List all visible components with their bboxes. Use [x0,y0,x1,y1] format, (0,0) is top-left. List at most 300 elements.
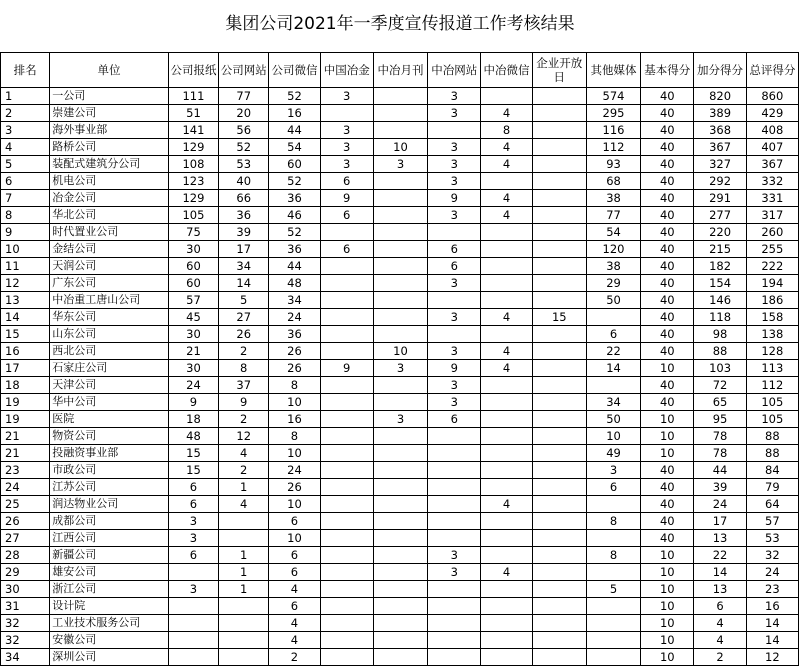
score-cell [532,190,586,207]
score-cell: 15 [532,309,586,326]
score-cell [219,598,269,615]
score-cell: 15 [168,462,218,479]
score-cell: 39 [219,224,269,241]
score-cell: 4 [269,632,320,649]
unit-cell: 工业技术服务公司 [50,615,169,632]
score-cell: 10 [586,428,640,445]
column-header: 公司微信 [269,53,320,88]
score-cell [481,445,532,462]
score-cell [320,309,373,326]
score-cell [320,496,373,513]
score-cell: 6 [320,241,373,258]
table-row [1,649,799,666]
unit-cell: 西北公司 [50,343,169,360]
score-cell: 3 [586,462,640,479]
score-cell [373,445,427,462]
score-cell: 38 [586,190,640,207]
score-cell: 820 [694,88,746,105]
score-cell [428,479,481,496]
score-cell [373,88,427,105]
score-cell: 129 [168,139,218,156]
score-cell [481,258,532,275]
table-row [1,105,799,122]
score-cell: 26 [219,326,269,343]
score-cell: 8 [481,122,532,139]
score-cell [481,462,532,479]
score-cell: 40 [219,173,269,190]
score-cell [168,598,218,615]
score-cell: 129 [168,190,218,207]
score-cell: 3 [373,360,427,377]
score-cell: 40 [641,258,694,275]
score-cell: 26 [269,479,320,496]
score-cell [532,598,586,615]
score-cell: 50 [586,292,640,309]
score-cell: 30 [168,360,218,377]
score-cell: 327 [694,156,746,173]
score-cell: 40 [641,224,694,241]
table-row [1,156,799,173]
score-cell: 52 [269,88,320,105]
rank-cell: 2 [1,105,50,122]
score-cell [320,632,373,649]
column-header: 单位 [50,53,169,88]
score-cell: 2 [219,343,269,360]
score-cell [481,411,532,428]
table-row [1,122,799,139]
score-cell: 4 [694,632,746,649]
unit-cell: 浙江公司 [50,581,169,598]
table-row [1,224,799,241]
score-cell: 4 [481,105,532,122]
table-row [1,479,799,496]
score-cell: 53 [746,530,798,547]
score-cell [532,122,586,139]
score-cell: 98 [694,326,746,343]
table-row [1,88,799,105]
table-row [1,292,799,309]
unit-cell: 安徽公司 [50,632,169,649]
rank-cell: 32 [1,615,50,632]
score-cell: 64 [746,496,798,513]
rank-cell: 34 [1,649,50,666]
score-cell [168,632,218,649]
score-cell [481,530,532,547]
score-cell: 77 [586,207,640,224]
score-cell [532,326,586,343]
unit-cell: 成都公司 [50,513,169,530]
score-cell: 3 [428,139,481,156]
table-row [1,326,799,343]
score-cell [586,564,640,581]
table-row [1,581,799,598]
score-cell [373,462,427,479]
score-cell: 3 [428,343,481,360]
score-cell [481,428,532,445]
score-cell: 56 [219,122,269,139]
unit-cell: 石家庄公司 [50,360,169,377]
table-row [1,513,799,530]
score-cell [532,139,586,156]
score-cell [481,513,532,530]
table-row [1,190,799,207]
table-row [1,207,799,224]
score-cell: 60 [168,275,218,292]
score-cell: 8 [586,547,640,564]
score-cell [320,258,373,275]
rank-cell: 17 [1,360,50,377]
score-cell: 36 [269,190,320,207]
score-cell [168,649,218,666]
score-cell: 72 [694,377,746,394]
score-cell [532,649,586,666]
score-cell [320,581,373,598]
score-cell: 79 [746,479,798,496]
score-cell: 186 [746,292,798,309]
score-cell: 46 [269,207,320,224]
score-cell: 291 [694,190,746,207]
score-cell: 6 [320,207,373,224]
score-cell: 3 [320,122,373,139]
score-cell [481,632,532,649]
score-cell: 6 [168,547,218,564]
score-cell: 4 [219,445,269,462]
score-cell [373,428,427,445]
score-cell: 40 [641,309,694,326]
score-cell: 8 [219,360,269,377]
score-cell [481,173,532,190]
score-cell: 30 [168,241,218,258]
score-cell: 93 [586,156,640,173]
score-cell: 14 [746,632,798,649]
score-cell [320,224,373,241]
unit-cell: 金结公司 [50,241,169,258]
score-cell: 4 [269,581,320,598]
score-cell: 45 [168,309,218,326]
score-cell [320,292,373,309]
score-cell: 105 [746,411,798,428]
table-row [1,615,799,632]
score-cell [428,632,481,649]
score-cell [481,377,532,394]
score-cell [428,224,481,241]
score-cell [428,649,481,666]
score-cell: 407 [746,139,798,156]
score-cell: 12 [746,649,798,666]
score-cell: 10 [373,343,427,360]
score-cell [373,632,427,649]
rank-cell: 21 [1,428,50,445]
score-cell: 292 [694,173,746,190]
score-cell: 60 [269,156,320,173]
score-cell: 6 [694,598,746,615]
score-cell [373,598,427,615]
score-cell: 138 [746,326,798,343]
score-cell [320,105,373,122]
score-cell: 16 [746,598,798,615]
score-cell: 9 [428,360,481,377]
score-cell: 113 [746,360,798,377]
score-cell: 51 [168,105,218,122]
rank-cell: 27 [1,530,50,547]
score-cell [320,615,373,632]
score-cell: 277 [694,207,746,224]
score-cell [373,122,427,139]
score-cell [428,122,481,139]
score-cell: 95 [694,411,746,428]
table-row [1,564,799,581]
score-cell: 78 [694,428,746,445]
rank-cell: 19 [1,411,50,428]
unit-cell: 雄安公司 [50,564,169,581]
score-cell: 18 [168,411,218,428]
score-cell: 3 [168,513,218,530]
score-cell: 13 [694,581,746,598]
score-cell [373,649,427,666]
score-cell: 255 [746,241,798,258]
score-cell: 26 [269,360,320,377]
score-cell: 3 [428,377,481,394]
table-row [1,445,799,462]
score-cell: 6 [269,564,320,581]
score-cell: 4 [481,190,532,207]
score-cell: 21 [168,343,218,360]
score-cell: 17 [219,241,269,258]
score-cell [320,547,373,564]
score-cell: 22 [694,547,746,564]
score-cell [373,394,427,411]
rank-cell: 9 [1,224,50,241]
score-cell: 40 [641,292,694,309]
unit-cell: 江苏公司 [50,479,169,496]
rank-cell: 3 [1,122,50,139]
score-cell: 9 [168,394,218,411]
score-cell [586,309,640,326]
score-cell: 36 [219,207,269,224]
score-cell [532,173,586,190]
score-cell: 105 [746,394,798,411]
score-cell: 10 [641,632,694,649]
score-cell: 24 [269,309,320,326]
score-cell: 10 [269,496,320,513]
score-cell [320,598,373,615]
score-cell: 368 [694,122,746,139]
header-row [1,53,799,88]
score-cell: 40 [641,496,694,513]
unit-cell: 中冶重工唐山公司 [50,292,169,309]
score-cell [320,445,373,462]
score-cell: 10 [641,598,694,615]
score-cell: 30 [168,326,218,343]
score-cell: 3 [320,156,373,173]
score-cell: 14 [586,360,640,377]
score-cell: 3 [320,88,373,105]
score-cell [481,394,532,411]
score-cell [428,581,481,598]
score-cell: 40 [641,343,694,360]
rank-cell: 14 [1,309,50,326]
score-cell: 6 [586,326,640,343]
score-cell: 3 [428,207,481,224]
column-header: 基本得分 [641,53,694,88]
score-cell: 112 [746,377,798,394]
unit-cell: 物资公司 [50,428,169,445]
score-cell: 10 [641,615,694,632]
score-cell [428,326,481,343]
score-cell: 2 [694,649,746,666]
score-cell: 3 [428,275,481,292]
score-cell: 54 [269,139,320,156]
score-cell [481,224,532,241]
score-cell [481,581,532,598]
score-cell [532,275,586,292]
score-cell: 32 [746,547,798,564]
score-cell [219,649,269,666]
score-cell: 14 [746,615,798,632]
table-row [1,632,799,649]
score-cell: 12 [219,428,269,445]
score-cell: 40 [641,156,694,173]
score-cell: 4 [269,615,320,632]
rank-cell: 21 [1,445,50,462]
score-cell [532,377,586,394]
score-cell [168,564,218,581]
score-cell: 36 [269,241,320,258]
score-cell [373,547,427,564]
score-cell [532,241,586,258]
score-cell: 10 [641,581,694,598]
column-header: 排名 [1,53,50,88]
column-header: 中冶微信 [481,53,532,88]
score-cell [532,547,586,564]
score-cell: 3 [168,530,218,547]
score-cell [481,615,532,632]
score-cell: 1 [219,479,269,496]
score-cell: 317 [746,207,798,224]
score-cell: 40 [641,462,694,479]
column-header: 公司网站 [219,53,269,88]
score-cell [428,462,481,479]
score-cell [320,513,373,530]
score-cell: 4 [481,564,532,581]
score-cell: 10 [641,564,694,581]
score-cell [586,632,640,649]
score-cell: 26 [269,343,320,360]
unit-cell: 时代置业公司 [50,224,169,241]
score-cell: 24 [746,564,798,581]
score-cell: 128 [746,343,798,360]
score-cell: 6 [428,411,481,428]
results-table [0,52,799,666]
rank-cell: 16 [1,343,50,360]
score-cell: 10 [269,394,320,411]
score-cell: 40 [641,241,694,258]
score-cell: 27 [219,309,269,326]
score-cell [373,258,427,275]
score-cell: 52 [219,139,269,156]
score-cell [586,615,640,632]
score-cell: 52 [269,224,320,241]
score-cell [532,411,586,428]
column-header: 中冶月刊 [373,53,427,88]
score-cell: 2 [219,411,269,428]
score-cell: 9 [219,394,269,411]
score-cell: 14 [694,564,746,581]
rank-cell: 18 [1,377,50,394]
score-cell: 40 [641,377,694,394]
rank-cell: 11 [1,258,50,275]
score-cell: 6 [428,241,481,258]
score-cell: 3 [428,173,481,190]
unit-cell: 市政公司 [50,462,169,479]
table-row [1,241,799,258]
score-cell [481,598,532,615]
score-cell [373,377,427,394]
score-cell: 6 [586,479,640,496]
score-cell [586,377,640,394]
score-cell [373,479,427,496]
score-cell: 44 [269,258,320,275]
score-cell: 3 [428,309,481,326]
rank-cell: 25 [1,496,50,513]
table-body [1,88,799,666]
score-cell: 40 [641,513,694,530]
score-cell: 13 [694,530,746,547]
column-header: 其他媒体 [586,53,640,88]
score-cell [481,326,532,343]
score-cell [373,190,427,207]
table-row [1,139,799,156]
score-cell: 77 [219,88,269,105]
score-cell: 120 [586,241,640,258]
score-cell: 3 [428,88,481,105]
score-cell [532,292,586,309]
score-cell: 40 [641,122,694,139]
score-cell: 16 [269,411,320,428]
score-cell [320,564,373,581]
score-cell: 389 [694,105,746,122]
score-cell: 220 [694,224,746,241]
score-cell [481,649,532,666]
score-cell: 9 [428,190,481,207]
score-cell [320,479,373,496]
score-cell: 20 [219,105,269,122]
score-cell [481,292,532,309]
score-cell [320,411,373,428]
score-cell: 105 [168,207,218,224]
rank-cell: 15 [1,326,50,343]
score-cell: 40 [641,190,694,207]
score-cell: 4 [481,207,532,224]
score-cell: 6 [168,496,218,513]
score-cell: 10 [641,649,694,666]
score-cell [219,530,269,547]
table-row [1,377,799,394]
score-cell: 40 [641,207,694,224]
score-cell: 57 [746,513,798,530]
score-cell [428,496,481,513]
score-cell: 1 [219,581,269,598]
rank-cell: 26 [1,513,50,530]
score-cell: 123 [168,173,218,190]
unit-cell: 设计院 [50,598,169,615]
score-cell: 34 [269,292,320,309]
score-cell [532,105,586,122]
score-cell: 3 [373,411,427,428]
score-cell: 4 [481,309,532,326]
score-cell: 367 [746,156,798,173]
score-cell [532,581,586,598]
